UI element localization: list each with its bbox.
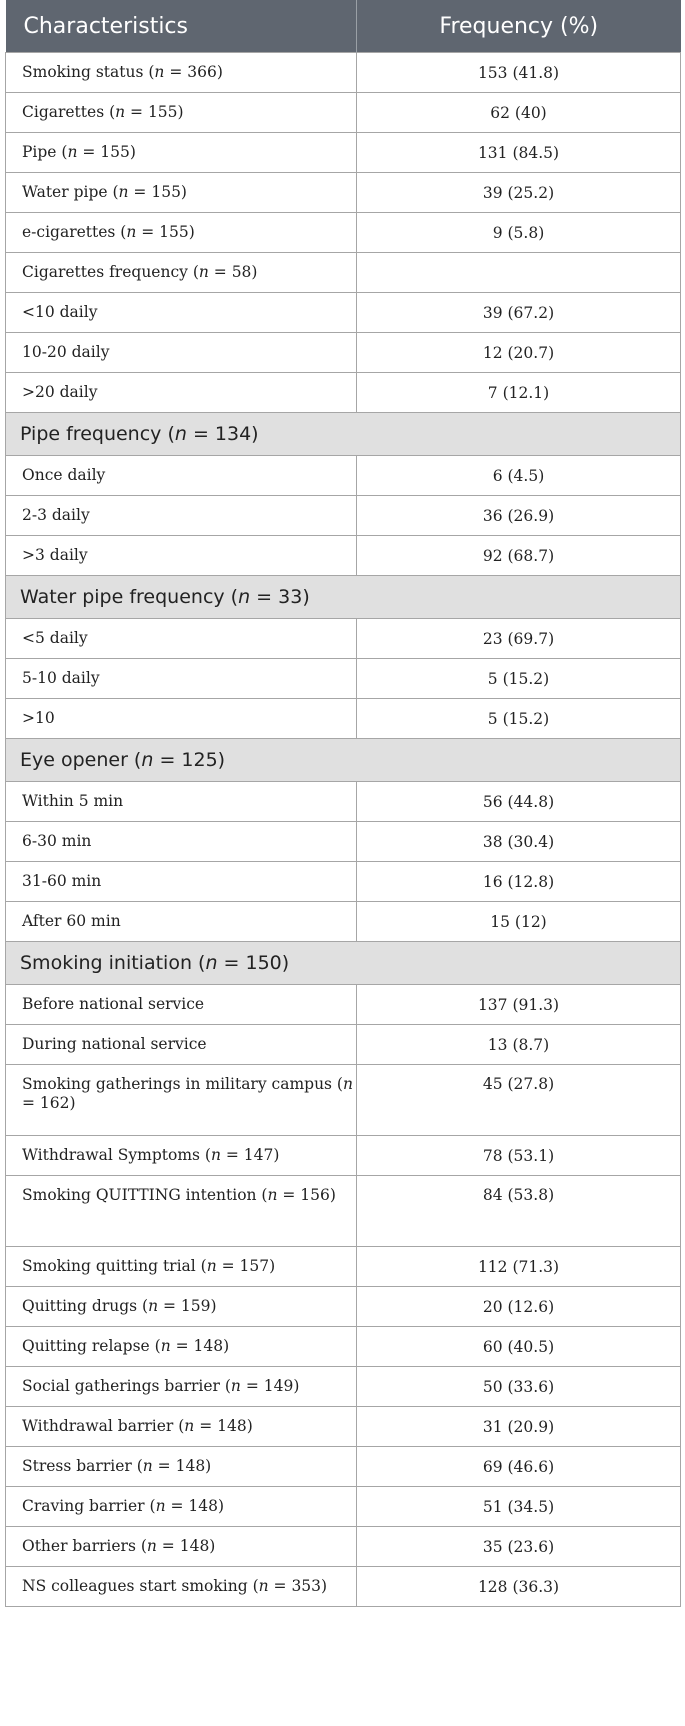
frequency-cell: 112 (71.3) [357,1247,681,1287]
frequency-cell: 9 (5.8) [357,213,681,253]
section-title [6,413,681,456]
row-count: = 162) [22,1094,76,1112]
row-label: 6-30 min [22,832,92,850]
section-header-row [6,942,681,985]
row-count: = 155) [136,223,195,241]
table-row [6,496,681,536]
frequency-cell: 6 (4.5) [357,456,681,496]
row-n-symbol: n [142,1457,153,1475]
row-n-symbol: n [258,1577,269,1595]
row-n-symbol: n [155,1497,166,1515]
section-title [6,576,681,619]
header-characteristics: Characteristics [6,0,357,53]
characteristic-cell [6,1327,357,1367]
row-label: Smoking QUITTING intention ( [22,1186,268,1204]
table-row [6,253,681,293]
row-label: Smoking gatherings in military campus ( [22,1075,343,1093]
frequency-cell: 38 (30.4) [357,822,681,862]
characteristic-cell [6,1136,357,1176]
row-count: = 147) [220,1146,280,1164]
table-row [6,862,681,902]
table-row [6,1447,681,1487]
row-count: = 353) [268,1577,328,1595]
row-n-symbol: n [206,1257,217,1275]
row-label: 31-60 min [22,872,102,890]
row-count: = 149) [240,1377,300,1395]
row-count: = 58) [208,263,258,281]
characteristic-cell [6,1447,357,1487]
characteristic-cell [6,293,357,333]
table-row [6,93,681,133]
table-row [6,1327,681,1367]
row-label: >20 daily [22,383,98,401]
frequency-cell: 13 (8.7) [357,1025,681,1065]
characteristic-cell [6,902,357,942]
row-n-symbol: n [184,1417,195,1435]
characteristic-cell [6,659,357,699]
row-label: Quitting drugs ( [22,1297,149,1315]
table-row [6,1025,681,1065]
characteristic-cell [6,1025,357,1065]
characteristic-cell [6,822,357,862]
table-row [6,1527,681,1567]
frequency-cell: 50 (33.6) [357,1367,681,1407]
characteristic-cell [6,1247,357,1287]
frequency-cell: 128 (36.3) [357,1567,681,1607]
frequency-cell: 51 (34.5) [357,1487,681,1527]
table-row [6,1287,681,1327]
row-count: = 159) [158,1297,217,1315]
row-count: = 125) [153,749,226,771]
frequency-cell: 12 (20.7) [357,333,681,373]
frequency-cell: 69 (46.6) [357,1447,681,1487]
characteristic-cell [6,133,357,173]
row-label: During national service [22,1035,207,1053]
frequency-cell: 56 (44.8) [357,782,681,822]
frequency-cell: 45 (27.8) [357,1065,681,1136]
row-label: Within 5 min [22,792,124,810]
table-row [6,985,681,1025]
row-count: = 155) [128,183,187,201]
characteristic-cell [6,1176,357,1247]
frequency-cell: 35 (23.6) [357,1527,681,1567]
row-count: = 148) [156,1537,216,1555]
frequency-cell: 23 (69.7) [357,619,681,659]
row-label: >3 daily [22,546,88,564]
row-n-symbol: n [160,1337,171,1355]
characteristic-cell [6,173,357,213]
table-row [6,173,681,213]
table-row [6,1407,681,1447]
row-count: = 134) [186,423,259,445]
section-header-row [6,576,681,619]
characteristic-cell [6,619,357,659]
characteristic-cell [6,699,357,739]
characteristic-cell [6,373,357,413]
characteristic-cell [6,1367,357,1407]
frequency-cell [357,253,681,293]
table-row [6,1567,681,1607]
section-title [6,739,681,782]
table-row [6,213,681,253]
row-label: Social gatherings barrier ( [22,1377,231,1395]
frequency-cell: 84 (53.8) [357,1176,681,1247]
frequency-cell: 131 (84.5) [357,133,681,173]
characteristic-cell [6,1287,357,1327]
table-header-row [6,0,681,53]
row-label: Smoking quitting trial ( [22,1257,207,1275]
table-row [6,1176,681,1247]
row-label: Before national service [22,995,205,1013]
table-row [6,456,681,496]
characteristic-cell [6,862,357,902]
frequency-cell: 31 (20.9) [357,1407,681,1447]
row-n-symbol: n [115,103,126,121]
characteristic-cell [6,985,357,1025]
frequency-cell: 92 (68.7) [357,536,681,576]
table-row [6,619,681,659]
table-body [6,53,681,1607]
row-count: = 155) [77,143,136,161]
table-row [6,902,681,942]
row-count: = 33) [250,586,310,608]
frequency-cell: 36 (26.9) [357,496,681,536]
row-count: = 156) [277,1186,336,1204]
row-label: Quitting relapse ( [22,1337,161,1355]
row-label: Water pipe frequency ( [20,586,239,608]
table-row [6,782,681,822]
table-row [6,133,681,173]
table-row [6,1487,681,1527]
frequency-cell: 16 (12.8) [357,862,681,902]
characteristic-cell [6,93,357,133]
frequency-cell: 62 (40) [357,93,681,133]
row-n-symbol: n [210,1146,221,1164]
frequency-cell: 137 (91.3) [357,985,681,1025]
section-header-row [6,413,681,456]
row-label: >10 [22,709,55,727]
row-label: 5-10 daily [22,669,100,687]
row-label: <5 daily [22,629,88,647]
table-row [6,822,681,862]
table-row [6,699,681,739]
row-count: = 157) [216,1257,276,1275]
row-n-symbol: n [126,223,137,241]
row-n-symbol: n [118,183,129,201]
row-label: Pipe ( [22,143,68,161]
row-n-symbol: n [154,63,165,81]
row-label: Withdrawal Symptoms ( [22,1146,211,1164]
table-row [6,333,681,373]
characteristic-cell [6,1527,357,1567]
row-count: = 366) [164,63,223,81]
table-row [6,1065,681,1136]
table-row [6,1136,681,1176]
row-count: = 155) [125,103,184,121]
row-label: Once daily [22,466,106,484]
row-label: NS colleagues start smoking ( [22,1577,259,1595]
header-frequency: Frequency (%) [357,0,681,53]
row-label: e-cigarettes ( [22,223,127,241]
row-label: <10 daily [22,303,98,321]
row-label: 10-20 daily [22,343,110,361]
row-count: = 148) [170,1337,230,1355]
table-row [6,659,681,699]
frequency-cell: 78 (53.1) [357,1136,681,1176]
row-label: Craving barrier ( [22,1497,156,1515]
frequency-cell: 7 (12.1) [357,373,681,413]
characteristic-cell [6,1407,357,1447]
characteristic-cell [6,782,357,822]
frequency-cell: 5 (15.2) [357,659,681,699]
smoking-characteristics-table [5,0,681,1607]
row-label: Pipe frequency ( [20,423,175,445]
row-label: Cigarettes ( [22,103,116,121]
characteristic-cell [6,456,357,496]
characteristic-cell [6,1487,357,1527]
row-label: Smoking initiation ( [20,952,206,974]
table-row [6,373,681,413]
row-label: Other barriers ( [22,1537,147,1555]
row-label: Stress barrier ( [22,1457,143,1475]
table-row [6,53,681,93]
row-n-symbol: n [148,1297,159,1315]
row-label: Cigarettes frequency ( [22,263,199,281]
frequency-cell: 39 (67.2) [357,293,681,333]
frequency-cell: 39 (25.2) [357,173,681,213]
section-header-row [6,739,681,782]
table-row [6,536,681,576]
row-label: Eye opener ( [20,749,142,771]
row-n-symbol: n [205,952,218,974]
row-label: After 60 min [22,912,121,930]
frequency-cell: 15 (12) [357,902,681,942]
characteristic-cell [6,53,357,93]
row-count: = 148) [194,1417,253,1435]
row-n-symbol: n [267,1186,278,1204]
section-title [6,942,681,985]
row-label: 2-3 daily [22,506,90,524]
row-n-symbol: n [174,423,187,445]
row-n-symbol: n [342,1075,353,1093]
row-n-symbol: n [230,1377,241,1395]
row-count: = 150) [217,952,290,974]
characteristic-cell [6,536,357,576]
row-label: Water pipe ( [22,183,119,201]
frequency-cell: 60 (40.5) [357,1327,681,1367]
characteristic-cell [6,496,357,536]
row-count: = 148) [152,1457,212,1475]
row-n-symbol: n [146,1537,157,1555]
row-label: Smoking status ( [22,63,155,81]
frequency-cell: 20 (12.6) [357,1287,681,1327]
frequency-cell: 5 (15.2) [357,699,681,739]
row-n-symbol: n [238,586,251,608]
characteristic-cell [6,333,357,373]
characteristic-cell [6,1065,357,1136]
characteristic-cell [6,253,357,293]
characteristic-cell [6,213,357,253]
row-n-symbol: n [67,143,78,161]
table-row [6,1367,681,1407]
row-n-symbol: n [141,749,154,771]
frequency-cell: 153 (41.8) [357,53,681,93]
row-count: = 148) [165,1497,225,1515]
row-n-symbol: n [198,263,209,281]
row-label: Withdrawal barrier ( [22,1417,185,1435]
table-row [6,1247,681,1287]
characteristic-cell [6,1567,357,1607]
table-row [6,293,681,333]
